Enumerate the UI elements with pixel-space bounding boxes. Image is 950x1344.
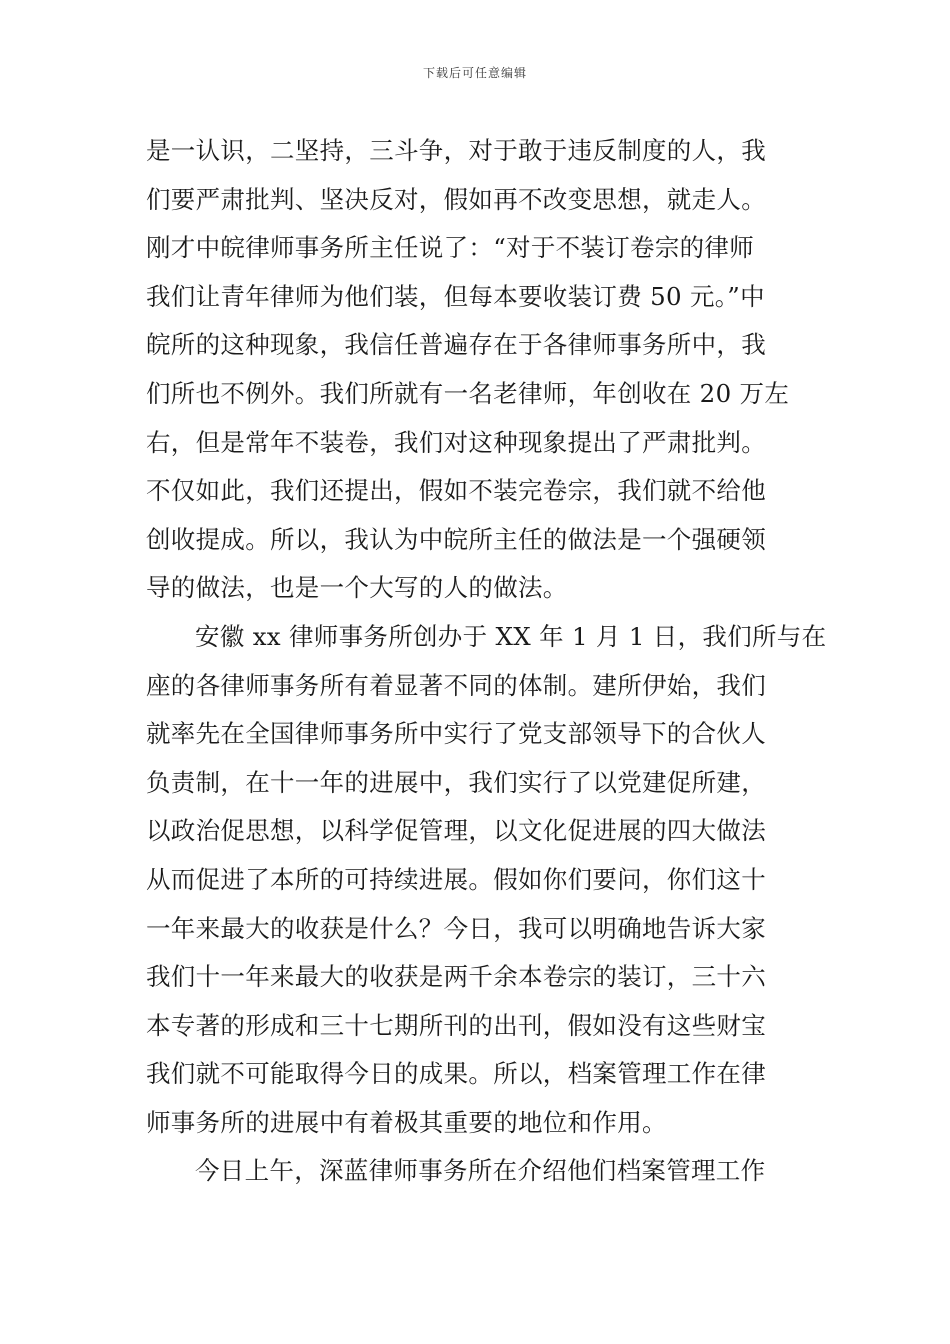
text-line: 是一认识，二坚持，三斗争，对于敢于违反制度的人，我	[146, 136, 766, 165]
text-line: 我们十一年来最大的收获是两千余本卷宗的装订，三十六	[146, 962, 766, 992]
text-line: 刚才中皖律师事务所主任说了：“对于不装订卷宗的律师	[146, 233, 755, 263]
text-line: 从而促进了本所的可持续进展。假如你们要问，你们这十	[146, 864, 766, 894]
text-line: 师事务所的进展中有着极其重要的地位和作用。	[146, 1107, 667, 1137]
text-line: 导的做法，也是一个大写的人的做法。	[146, 573, 568, 603]
paragraph-start-line: 今日上午，深蓝律师事务所在介绍他们档案管理工作	[195, 1156, 766, 1186]
text-line: 本专著的形成和三十七期所刊的出刊，假如没有这些财宝	[146, 1010, 766, 1040]
header-note: 下载后可任意编辑	[422, 66, 527, 80]
paragraph-start-line: 安徽 xx 律师事务所创办于 XX 年 1 月 1 日，我们所与在	[195, 621, 827, 651]
text-line: 们所也不例外。我们所就有一名老律师，年创收在 20 万左	[146, 378, 790, 408]
text-line: 们要严肃批判、坚决反对，假如再不改变思想，就走人。	[146, 184, 766, 214]
text-line: 座的各律师事务所有着显著不同的体制。建所伊始，我们	[146, 670, 766, 700]
text-line: 我们就不可能取得今日的成果。所以，档案管理工作在律	[146, 1059, 766, 1089]
text-line: 不仅如此，我们还提出，假如不装完卷宗，我们就不给他	[146, 476, 766, 506]
document-body	[146, 127, 827, 1196]
text-line: 以政治促思想，以科学促管理，以文化促进展的四大做法	[146, 816, 766, 846]
text-line: 创收提成。所以，我认为中皖所主任的做法是一个强硬领	[146, 524, 766, 554]
text-line: 就率先在全国律师事务所中实行了党支部领导下的合伙人	[146, 719, 766, 749]
text-line: 皖所的这种现象，我信任普遍存在于各律师事务所中，我	[146, 330, 766, 360]
text-line: 我们让青年律师为他们装，但每本要收装订费 50 元。”中	[146, 281, 765, 311]
text-line: 右，但是常年不装卷，我们对这种现象提出了严肃批判。	[146, 427, 766, 457]
text-line: 一年来最大的收获是什么？今日，我可以明确地告诉大家	[146, 913, 766, 943]
text-line: 负责制，在十一年的进展中，我们实行了以党建促所建，	[146, 767, 766, 797]
